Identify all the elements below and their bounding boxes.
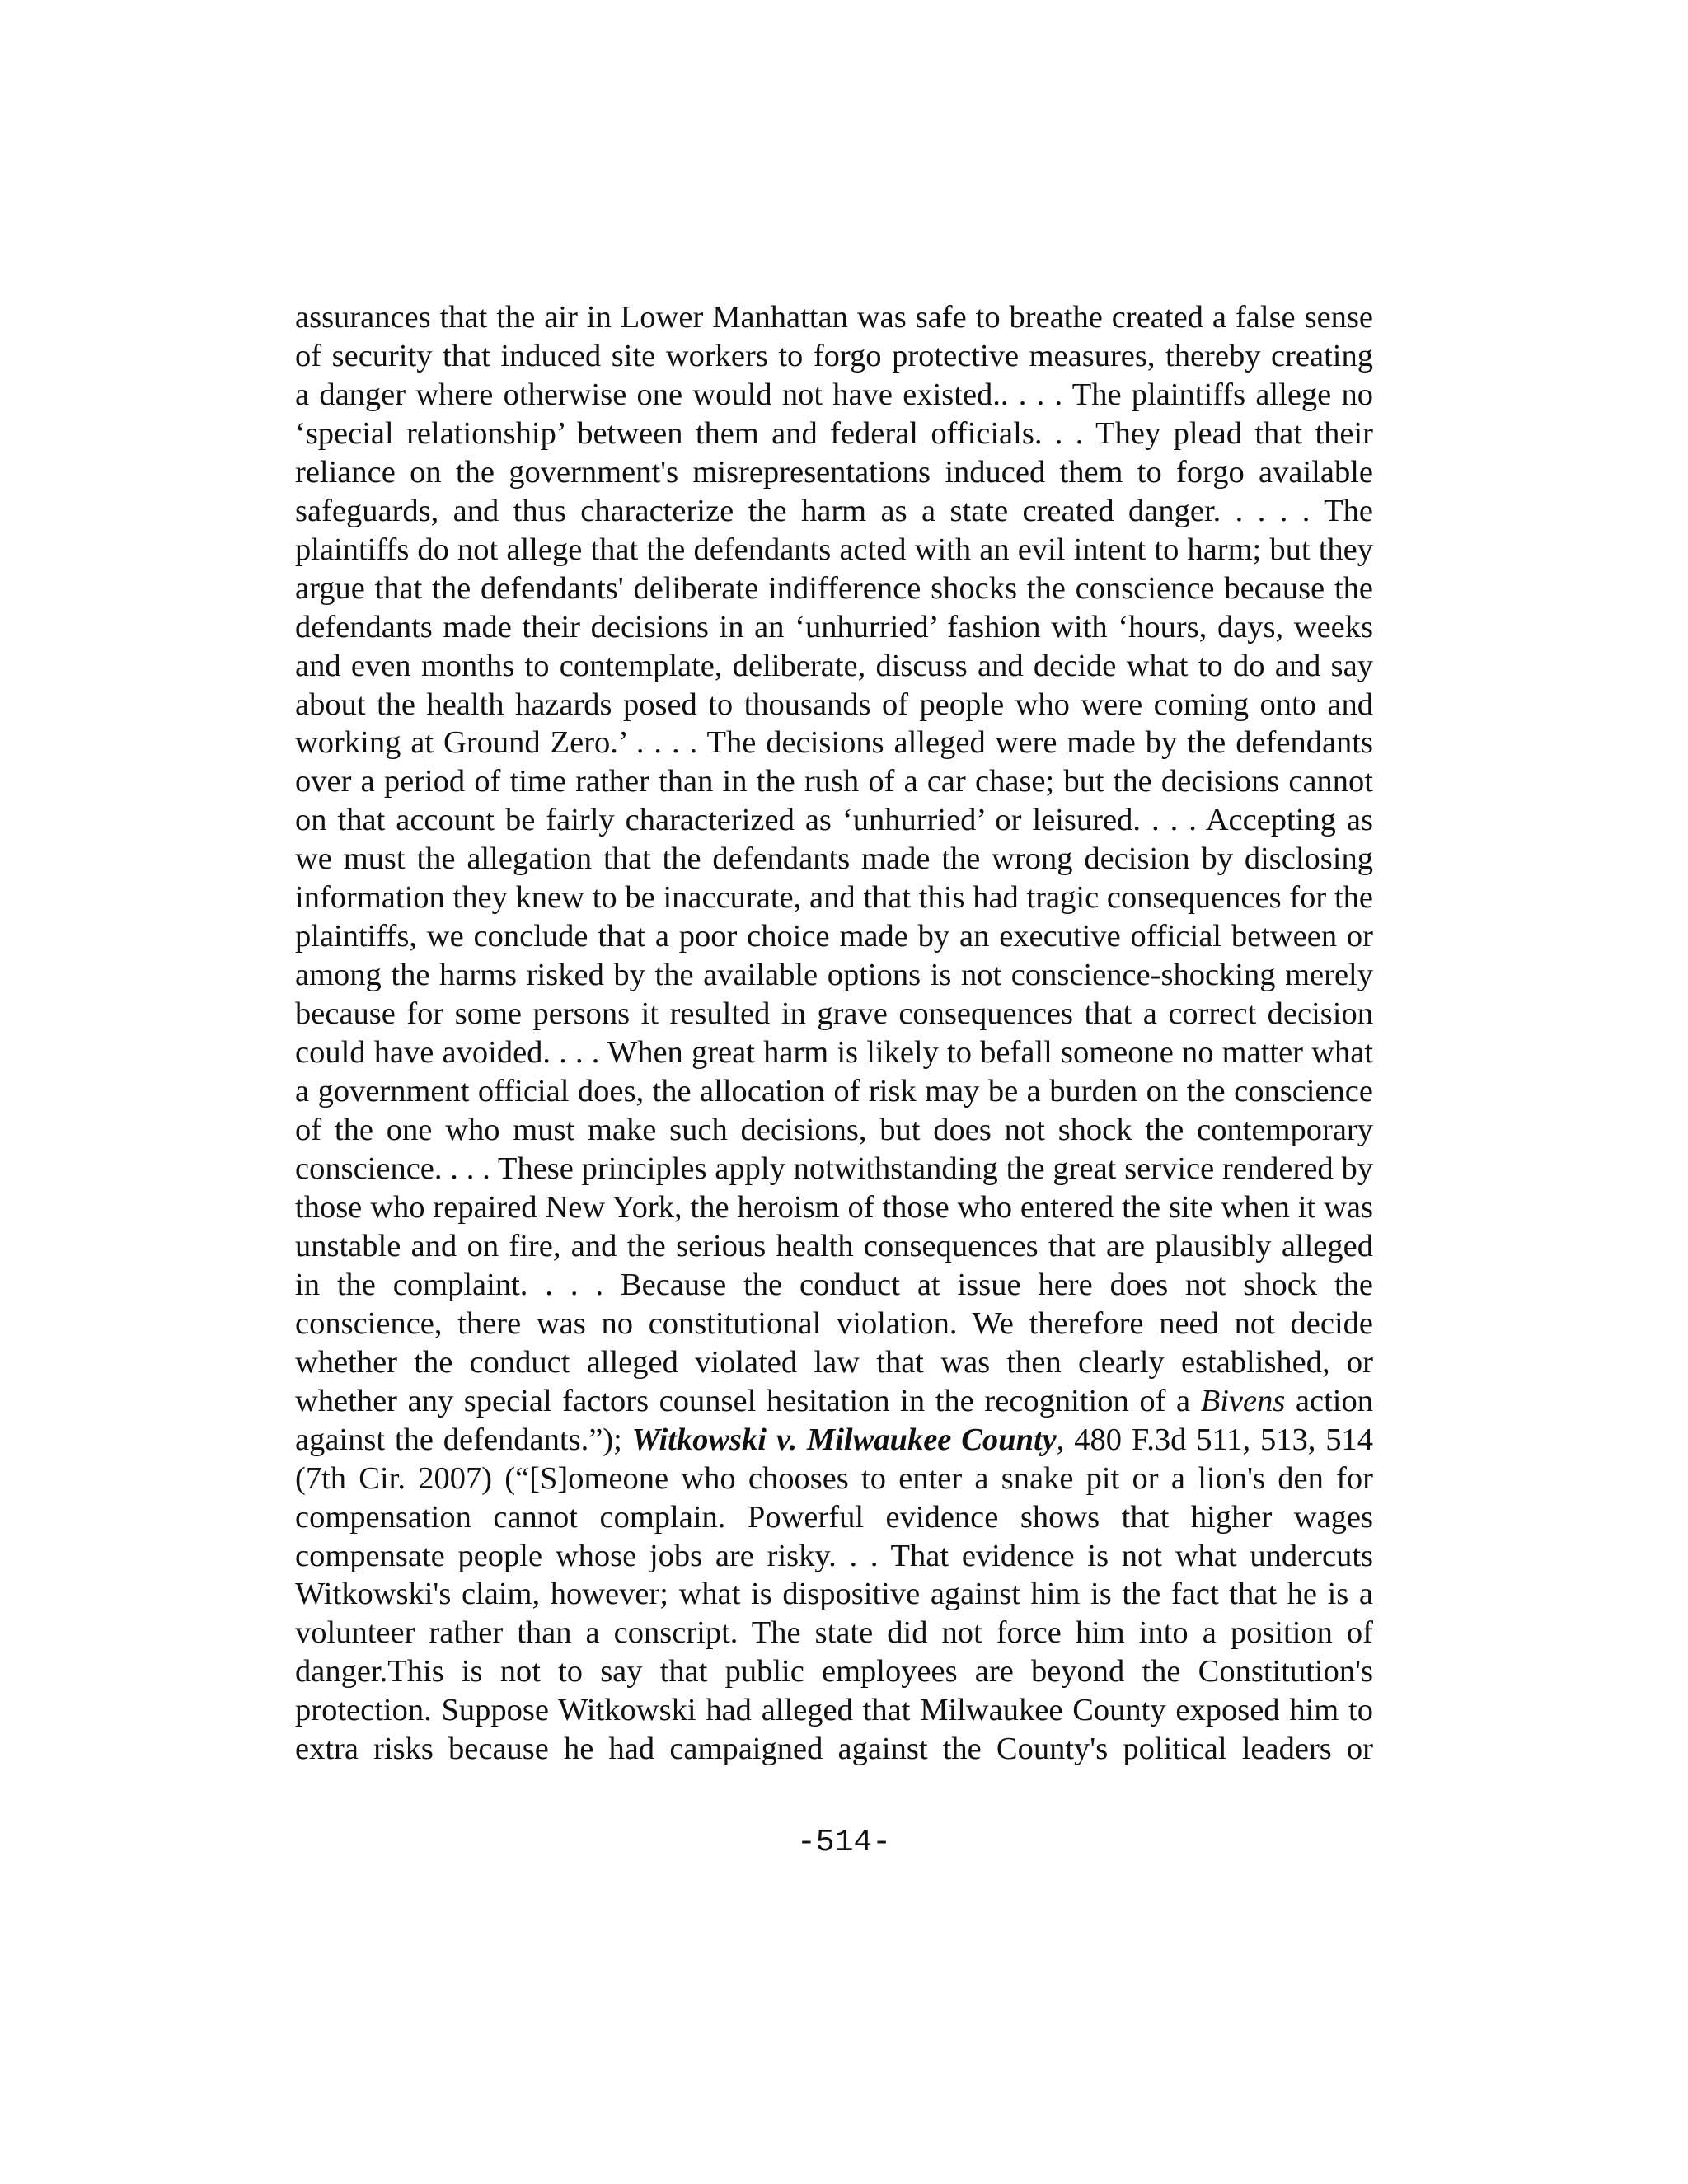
text-segment: against the defendants.”); bbox=[295, 1422, 632, 1457]
text-line: over a period of time rather than in the rush of a car chase; but the decisions cannot bbox=[295, 764, 1373, 799]
text-line: safeguards, and thus characterize the harm as a state created danger. . . . . The bbox=[295, 493, 1373, 528]
text-line: ‘special relationship’ between them and federal officials. . . They plead that their bbox=[295, 415, 1373, 451]
text-line: compensate people whose jobs are risky. . . That evidence is not what undercuts bbox=[295, 1538, 1373, 1573]
text-line: information they knew to be inaccurate, and that this had tragic consequences for the bbox=[295, 880, 1373, 916]
text-line: Witkowski's claim, however; what is dispositive against him is the fact that he is a bbox=[295, 1577, 1373, 1612]
case-name-citation: Witkowski v. Milwaukee County bbox=[631, 1422, 1057, 1457]
text-line: among the harms risked by the available options is not conscience-shocking merely bbox=[295, 958, 1373, 993]
text-line: conscience. . . . These principles apply notwithstanding the great service rendered by bbox=[295, 1151, 1373, 1186]
body-text bbox=[295, 298, 1373, 1769]
text-line: plaintiffs, we conclude that a poor choice made by an executive official between or bbox=[295, 919, 1373, 954]
text-line: because for some persons it resulted in grave consequences that a correct decision bbox=[295, 996, 1373, 1032]
text-line: extra risks because he had campaigned against the County's political leaders or bbox=[295, 1732, 1373, 1767]
text-line: of security that induced site workers to forgo protective measures, thereby creating bbox=[295, 338, 1373, 373]
text-line: whether the conduct alleged violated law that was then clearly established, or bbox=[295, 1344, 1373, 1380]
text-line: reliance on the government's misrepresentations induced them to forgo available bbox=[295, 454, 1373, 490]
text-line: on that account be fairly characterized as ‘unhurried’ or leisured. . . . Accepting as bbox=[295, 803, 1373, 838]
text-line: argue that the defendants' deliberate indifference shocks the conscience because the bbox=[295, 570, 1373, 606]
text-line: those who repaired New York, the heroism of those who entered the site when it was bbox=[295, 1189, 1373, 1225]
text-line: a danger where otherwise one would not have existed.. . . . The plaintiffs allege no bbox=[295, 377, 1373, 412]
text-segment: whether any special factors counsel hesitation in the recognition of a bbox=[295, 1383, 1201, 1418]
text-line: a government official does, the allocation of risk may be a burden on the conscience bbox=[295, 1074, 1373, 1109]
italic-case-reference: Bivens bbox=[1200, 1383, 1286, 1418]
text-line: defendants made their decisions in an ‘unhurried’ fashion with ‘hours, days, weeks bbox=[295, 609, 1373, 644]
text-line: in the complaint. . . . Because the conduct at issue here does not shock the bbox=[295, 1267, 1373, 1302]
text-line: we must the allegation that the defendants made the wrong decision by disclosing bbox=[295, 841, 1373, 877]
text-line: protection. Suppose Witkowski had alleged that Milwaukee County exposed him to bbox=[295, 1693, 1373, 1728]
text-line: working at Ground Zero.’ . . . . The decisions alleged were made by the defendants bbox=[295, 725, 1373, 761]
text-line: plaintiffs do not allege that the defendants acted with an evil intent to harm; but they bbox=[295, 532, 1373, 567]
text-line: volunteer rather than a conscript. The state did not force him into a position of bbox=[295, 1615, 1373, 1651]
text-line-bivens bbox=[295, 1382, 1373, 1421]
text-line: and even months to contemplate, deliberate, discuss and decide what to do and say bbox=[295, 648, 1373, 683]
page-number: -514- bbox=[796, 1825, 892, 1860]
text-line: of the one who must make such decisions, but does not shock the contemporary bbox=[295, 1113, 1373, 1148]
text-line-citation bbox=[295, 1421, 1373, 1460]
text-line: assurances that the air in Lower Manhattan was safe to breathe created a false sense bbox=[295, 300, 1373, 335]
text-line: about the health hazards posed to thousands of people who were coming onto and bbox=[295, 687, 1373, 722]
text-segment: action bbox=[1285, 1383, 1374, 1418]
text-line: danger.This is not to say that public employees are beyond the Constitution's bbox=[295, 1654, 1373, 1690]
text-segment: , 480 F.3d 511, 513, 514 bbox=[1056, 1422, 1373, 1457]
text-line: conscience, there was no constitutional violation. We therefore need not decide bbox=[295, 1305, 1373, 1341]
text-line: could have avoided. . . . When great harm is likely to befall someone no matter what bbox=[295, 1035, 1373, 1071]
text-line: (7th Cir. 2007) (“[S]omeone who chooses to enter a snake pit or a lion's den for bbox=[295, 1460, 1373, 1496]
text-line: unstable and on fire, and the serious health consequences that are plausibly alleged bbox=[295, 1228, 1373, 1263]
text-line: compensation cannot complain. Powerful evidence shows that higher wages bbox=[295, 1499, 1373, 1535]
